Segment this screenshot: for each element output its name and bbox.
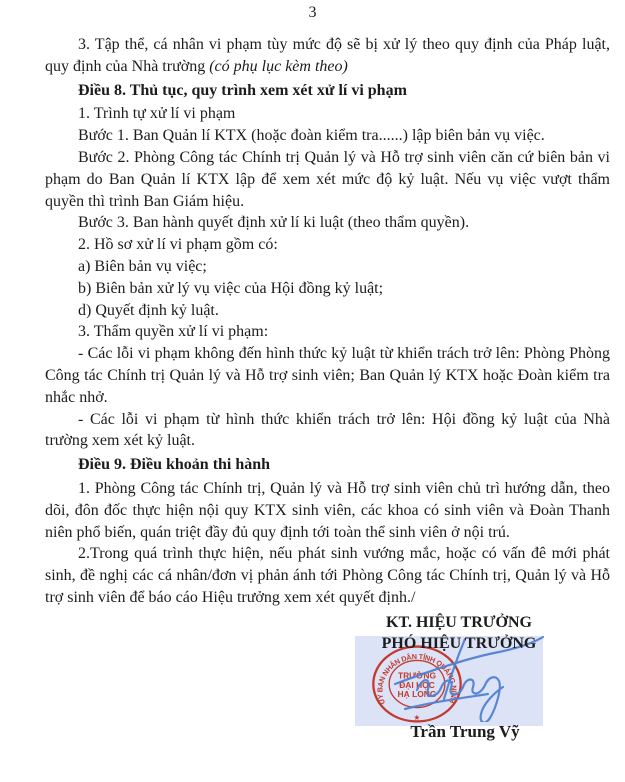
list-item-b: b) Biên bản xử lý vụ việc của Hội đồng kỷ luật; [78,279,384,297]
article-8-heading: Điều 8. Thủ tục, quy trình xem xét xử lí vi phạm [78,81,407,99]
paragraph-implementation-2: 2.Trong quá trình thực hiện, nếu phát sinh vướng mắc, hoặc có vấn đê mới phát sinh, đề nghị các cá nhân/đơn vị phản ánh tới Phòng Công tác Chính trị, Quản lý và Hỗ trợ sinh viên để báo cáo Hiệu trưởng xem xét quyết định./ [45,545,610,606]
paragraph-order-of-handling: 1. Trình tự xử lí vi phạm [78,105,236,123]
stamp-center-line-2: ĐẠI HỌC [399,679,435,690]
paragraph-step-2: Bước 2. Phòng Công tác Chính trị Quản lý và Hỗ trợ sinh viên căn cứ biên bản vi phạm do Ban Quản lí KTX lập để xem xét mức độ kỷ luật. Nếu vụ việc vượt thẩm quyền thì trình Ban Giám hiệu. [45,148,610,210]
paragraph-major-violations: - Các lỗi vi phạm từ hình thức khiển trách trở lên: Hội đồng kỷ luật của Nhà trường xem xét kỷ luật. [45,410,610,450]
stamp-star-icon: ★ [413,712,421,722]
list-item-d: d) Quyết định kỷ luật. [78,301,219,319]
signer-title-line-2: PHÓ HIỆU TRƯỞNG [381,634,537,652]
stamp-ring-text: ỦY BAN NHÂN DÂN TỈNH QUẢNG NINH [375,651,459,706]
page-number: 3 [308,4,317,21]
paragraph-step-3: Bước 3. Ban hành quyết định xử lí ki luật (theo thẩm quyền). [78,214,470,232]
document-body [0,21,625,780]
paragraph-dossier: 2. Hồ sơ xử lí vi phạm gồm có: [78,236,278,254]
paragraph-step-1: Bước 1. Ban Quản lí KTX (hoặc đoàn kiểm tra......) lập biên bản vụ việc. [78,127,545,145]
paragraph-minor-violations: - Các lỗi vi phạm không đến hình thức kỷ luật từ khiển trách trở lên: Phòng Phòng Công tác Chính trị Quản lý và Hỗ trợ sinh viên; Ban Quản lý KTX hoặc Đoàn kiểm tra nhắc nhở. [45,345,610,406]
article-9-heading: Điều 9. Điều khoản thi hành [78,456,271,474]
signer-name: Trần Trung Vỹ [410,721,520,741]
paragraph-text: 3. Tập thể, cá nhân vi phạm tùy mức độ sẽ bị xử lý theo quy định của Pháp luật, quy định của Nhà trường [45,36,610,75]
paragraph-implementation-1: 1. Phòng Công tác Chính trị, Quản lý và Hỗ trợ sinh viên chủ trì hướng dẫn, theo dõi, đôn đốc thực hiện nội quy KTX sinh viên, các khoa có sinh viên và Đoàn Thanh niên phổ biến, quán triệt đầy đủ quy định tới toàn thể sinh viên ở nội trú. [45,479,610,541]
stamp-center-line-3: HẠ LONG [397,688,437,699]
paragraph-violation-handling [45,34,610,78]
signature-block [45,610,610,780]
paragraph-authority: 3. Thẩm quyền xử lí vi phạm: [78,323,269,341]
list-item-a: a) Biên bản vụ việc; [78,257,207,275]
paragraph-italic-note: (có phụ lục kèm theo) [209,57,348,75]
stamp-center-line-1: TRƯỜNG [397,670,437,681]
signer-titles [345,612,573,654]
signer-title-line-1: KT. HIỆU TRƯỞNG [386,613,532,631]
